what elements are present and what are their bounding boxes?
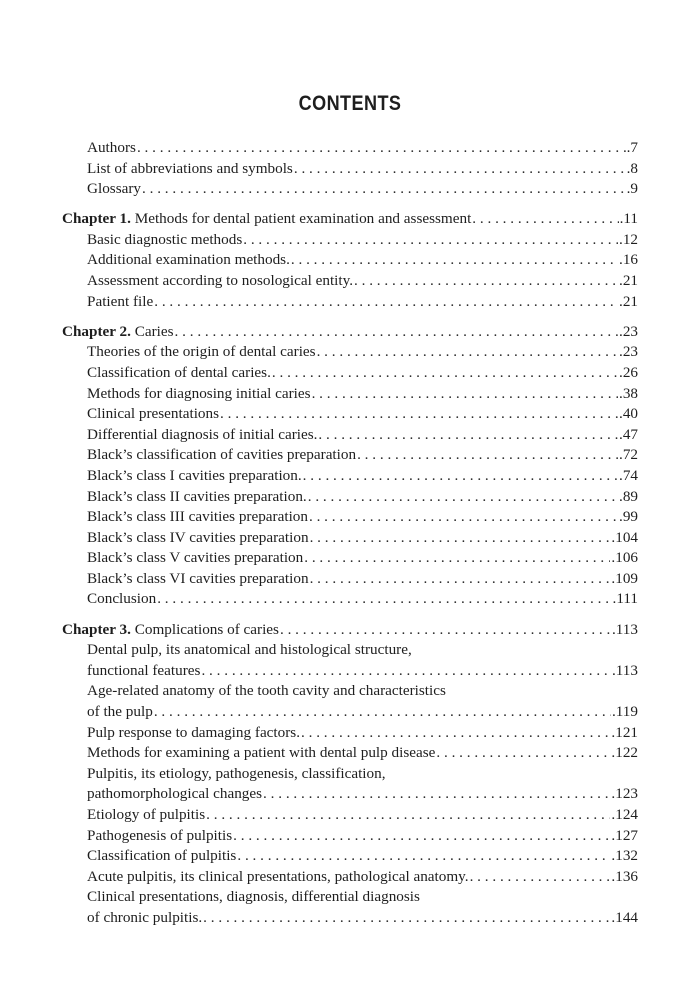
dot-leader xyxy=(142,179,626,200)
dot-leader xyxy=(310,528,611,549)
page-number: .144 xyxy=(611,908,638,926)
toc-entry-line[interactable]: Age-related anatomy of the tooth cavity and characteristics xyxy=(87,682,446,700)
dot-leader xyxy=(201,661,611,682)
dot-leader xyxy=(157,589,611,610)
page-number: .72 xyxy=(619,446,638,464)
page-number: .121 xyxy=(611,723,638,741)
dot-leader xyxy=(309,507,618,528)
dot-leader xyxy=(137,138,626,159)
page-number: .122 xyxy=(611,744,638,762)
toc-entry[interactable]: Differential diagnosis of initial caries. . . . .47 xyxy=(62,425,638,446)
toc-chapter-heading[interactable] xyxy=(62,209,638,230)
toc-entry[interactable]: Black’s class IV cavities preparation . . . .104 xyxy=(62,528,638,549)
toc-entry[interactable]: Black’s classification of cavities preparation . . . .72 xyxy=(62,445,638,466)
page-number: .136 xyxy=(611,867,638,885)
toc-entry[interactable]: Methods for examining a patient with dental pulp disease . . . .122 xyxy=(62,743,638,764)
page-number: .99 xyxy=(619,508,638,526)
dot-leader xyxy=(318,425,618,446)
table-of-contents xyxy=(62,138,638,938)
dot-leader xyxy=(237,846,610,867)
page-number: .21 xyxy=(619,272,638,290)
page-number: .16 xyxy=(619,251,638,269)
dot-leader xyxy=(280,620,611,641)
dot-leader xyxy=(470,867,611,888)
dot-leader xyxy=(301,723,610,744)
page-number: .21 xyxy=(619,292,638,310)
toc-entry-abbreviations[interactable]: List of abbreviations and symbols . . . .8 xyxy=(62,159,638,180)
toc-entry-line[interactable]: Clinical presentations, diagnosis, differential diagnosis xyxy=(87,888,420,906)
page-number: .119 xyxy=(611,702,638,720)
page-number: .127 xyxy=(611,826,638,844)
chapter-label: Chapter 3. xyxy=(62,620,131,638)
page-number: .106 xyxy=(611,549,638,567)
toc-entry[interactable]: Basic diagnostic methods . . . .12 xyxy=(62,230,638,251)
page-number: .11 xyxy=(619,210,638,228)
page-number: .123 xyxy=(611,785,638,803)
page-number: .111 xyxy=(612,590,638,608)
page-number: .113 xyxy=(611,661,638,679)
toc-entry[interactable]: Classification of pulpitis . . . .132 xyxy=(62,846,638,867)
dot-leader xyxy=(436,743,610,764)
toc-entry-authors[interactable]: Authors . . . .7 xyxy=(62,138,638,159)
toc-entry[interactable]: pathomorphological changes . . . .123 xyxy=(62,784,638,805)
dot-leader xyxy=(263,784,610,805)
chapter-label: Chapter 2. xyxy=(62,322,131,340)
toc-entry[interactable]: Theories of the origin of dental caries . . . .23 xyxy=(62,342,638,363)
toc-entry[interactable]: Acute pulpitis, its clinical presentations, pathological anatomy. . . . .136 xyxy=(62,867,638,888)
toc-entry[interactable]: of the pulp . . . .119 xyxy=(62,702,638,723)
chapter-1 xyxy=(62,209,638,312)
page-number: .113 xyxy=(611,620,638,638)
dot-leader xyxy=(233,826,610,847)
toc-entry[interactable]: functional features . . . .113 xyxy=(62,661,638,682)
toc-entry[interactable]: Classification of dental caries. . . . .26 xyxy=(62,363,638,384)
dot-leader xyxy=(175,322,618,343)
dot-leader xyxy=(203,908,610,929)
page-number: .12 xyxy=(619,230,638,248)
toc-entry[interactable]: Pathogenesis of pulpitis . . . .127 xyxy=(62,826,638,847)
chapter-title: Methods for dental patient examination and assessment xyxy=(134,210,472,228)
page-number: .8 xyxy=(626,159,638,177)
toc-entry-line[interactable]: Dental pulp, its anatomical and histological structure, xyxy=(87,641,412,659)
dot-leader xyxy=(317,342,618,363)
page-number: .9 xyxy=(626,180,638,198)
toc-entry[interactable]: Black’s class II cavities preparation. . . . .89 xyxy=(62,487,638,508)
toc-entry[interactable]: Black’s class I cavities preparation. . . . .74 xyxy=(62,466,638,487)
toc-entry[interactable]: Methods for diagnosing initial caries . . . .38 xyxy=(62,384,638,405)
page-number: .104 xyxy=(611,528,638,546)
dot-leader xyxy=(154,292,618,313)
toc-entry[interactable]: of chronic pulpitis. . . . .144 xyxy=(62,908,638,929)
toc-entry[interactable]: Patient file . . . .21 xyxy=(62,292,638,313)
dot-leader xyxy=(357,445,618,466)
chapter-3 xyxy=(62,620,638,929)
toc-chapter-heading[interactable] xyxy=(62,322,638,343)
dot-leader xyxy=(308,487,618,508)
page-number: .47 xyxy=(619,425,638,443)
dot-leader xyxy=(312,384,618,405)
toc-entry[interactable]: Pulp response to damaging factors. . . . .121 xyxy=(62,723,638,744)
chapter-title: Complications of caries xyxy=(134,620,279,638)
page-number: .7 xyxy=(626,139,638,156)
dot-leader xyxy=(220,404,618,425)
page-number: .89 xyxy=(619,487,638,505)
front-matter xyxy=(62,138,638,200)
dot-leader xyxy=(154,702,611,723)
page-number: .124 xyxy=(611,805,638,823)
page-title: CONTENTS xyxy=(298,92,402,115)
dot-leader xyxy=(206,805,610,826)
page-number: .26 xyxy=(619,363,638,381)
chapter-title: Caries xyxy=(134,322,174,340)
dot-leader xyxy=(310,569,611,590)
toc-entry-glossary[interactable]: Glossary . . . .9 xyxy=(62,179,638,200)
dot-leader xyxy=(303,466,618,487)
dot-leader xyxy=(472,209,618,230)
toc-entry[interactable]: Black’s class V cavities preparation . . . .106 xyxy=(62,548,638,569)
toc-entry[interactable]: Assessment according to nosological entity. . . . .21 xyxy=(62,271,638,292)
chapter-2 xyxy=(62,322,638,610)
toc-entry[interactable]: Conclusion . . . .111 xyxy=(62,589,638,610)
page-number: .132 xyxy=(611,847,638,865)
toc-entry[interactable]: Black’s class III cavities preparation . . . .99 xyxy=(62,507,638,528)
dot-leader xyxy=(304,548,610,569)
toc-entry[interactable]: Etiology of pulpitis . . . .124 xyxy=(62,805,638,826)
dot-leader xyxy=(354,271,618,292)
toc-entry[interactable]: Additional examination methods. . . . .16 xyxy=(62,250,638,271)
dot-leader xyxy=(291,250,618,271)
page-number: .74 xyxy=(619,466,638,484)
page-number: .38 xyxy=(619,384,638,402)
page-number: .23 xyxy=(619,322,638,340)
toc-chapter-heading[interactable] xyxy=(62,620,638,641)
page-number: .109 xyxy=(611,569,638,587)
toc-entry-line[interactable]: Pulpitis, its etiology, pathogenesis, classification, xyxy=(87,764,386,782)
dot-leader xyxy=(272,363,618,384)
toc-entry[interactable]: Black’s class VI cavities preparation . . . .109 xyxy=(62,569,638,590)
dot-leader xyxy=(243,230,618,251)
page-number: .40 xyxy=(619,405,638,423)
page-number: .23 xyxy=(619,343,638,361)
chapter-label: Chapter 1. xyxy=(62,210,131,228)
dot-leader xyxy=(294,159,626,180)
toc-entry[interactable]: Clinical presentations . . . .40 xyxy=(62,404,638,425)
